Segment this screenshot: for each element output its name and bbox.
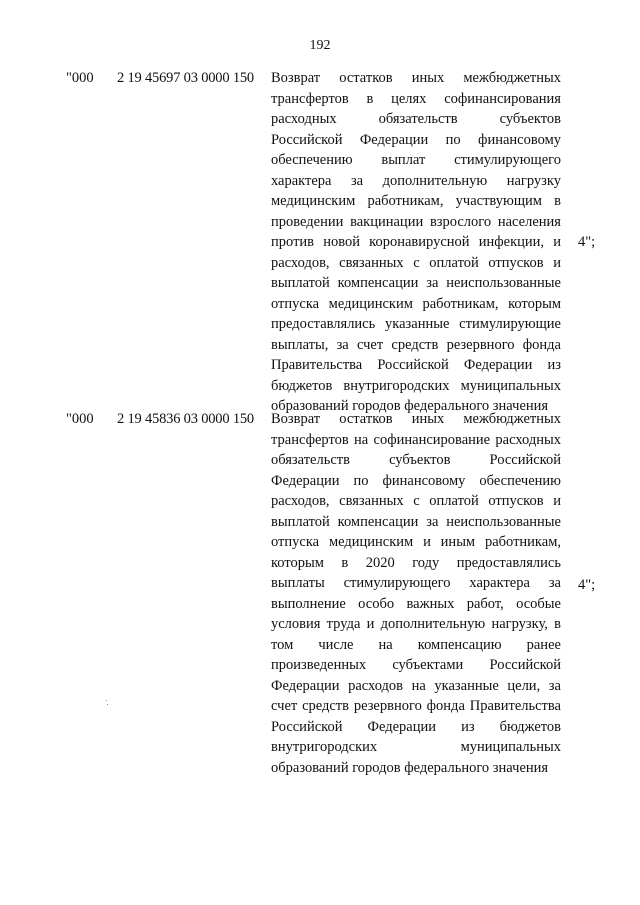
description-line: обязательств субъектов Российской — [271, 452, 561, 468]
entry-budget-code: 2 19 45836 03 0000 150 — [117, 411, 254, 427]
description-line: расходных обязательств субъектов — [271, 111, 561, 127]
description-line: Федерации расходов на указанные цели, за — [271, 677, 561, 694]
description-line: выполнение особо важных работ, особые — [271, 595, 561, 612]
description-line: Федерации по финансовому обеспечению — [271, 472, 561, 489]
description-line: произведенных субъектами Российской — [271, 657, 561, 673]
description-line: выплатой компенсации за неиспользованные — [271, 275, 561, 291]
description-line: выплаты стимулирующего характера за — [271, 575, 561, 591]
description-line: характера за дополнительную нагрузку — [271, 172, 561, 189]
description-line: выплаты, за счет средств резервного фонда — [271, 336, 561, 353]
description-line: Возврат остатков иных межбюджетных — [271, 70, 561, 86]
description-line: образований городов федерального значения — [271, 759, 549, 776]
description-line: Правительства Российской Федерации из — [271, 357, 561, 373]
description-line: выплатой компенсации за неиспользованные — [271, 513, 561, 530]
entry-amount: 4"; — [578, 234, 596, 250]
description-line: бюджетов внутригородских муниципальных — [271, 377, 561, 394]
entry-budget-code: 2 19 45697 03 0000 150 — [117, 70, 254, 86]
description-line: отпуска медицинским и иным работникам, — [271, 534, 561, 550]
description-line: против новой коронавирусной инфекции, и — [271, 234, 561, 250]
description-line: том числе на компенсацию ранее — [271, 636, 561, 653]
description-line: образований городов федерального значения — [271, 398, 549, 414]
entry-description — [271, 409, 561, 778]
description-line: которым в 2020 году предоставлялись — [271, 554, 561, 571]
description-line: Российской Федерации из бюджетов — [271, 718, 561, 735]
description-line: трансфертов на софинансирование расходных — [271, 431, 561, 448]
description-line: отпуска медицинским работникам, которым — [271, 295, 561, 312]
description-line: счет средств резервного фонда Правительства — [271, 698, 561, 714]
description-line: проведении вакцинации взрослого населения — [271, 213, 561, 230]
description-line: расходов, связанных с оплатой отпусков и — [271, 254, 561, 271]
entry-description — [271, 68, 561, 417]
description-line: трансфертов в целях софинансирования — [271, 90, 561, 107]
description-line: обеспечению выплат стимулирующего — [271, 152, 561, 168]
entry-admin-code: "000 — [66, 70, 94, 86]
entry-amount: 4"; — [578, 577, 596, 593]
description-line: Российской Федерации по финансовому — [271, 131, 561, 148]
page-number: 192 — [309, 38, 331, 53]
description-line: медицинским работникам, участвующим в — [271, 193, 561, 209]
scan-speck — [107, 704, 108, 705]
description-line: расходов, связанных с оплатой отпусков и — [271, 493, 561, 509]
scan-speck — [106, 700, 107, 701]
description-line: внутригородских муниципальных — [271, 739, 561, 755]
description-line: предоставлялись указанные стимулирующие — [271, 316, 561, 332]
description-line: условия труда и дополнительную нагрузку, в — [271, 616, 561, 632]
entry-admin-code: "000 — [66, 411, 94, 427]
description-line: Возврат остатков иных межбюджетных — [271, 411, 561, 427]
